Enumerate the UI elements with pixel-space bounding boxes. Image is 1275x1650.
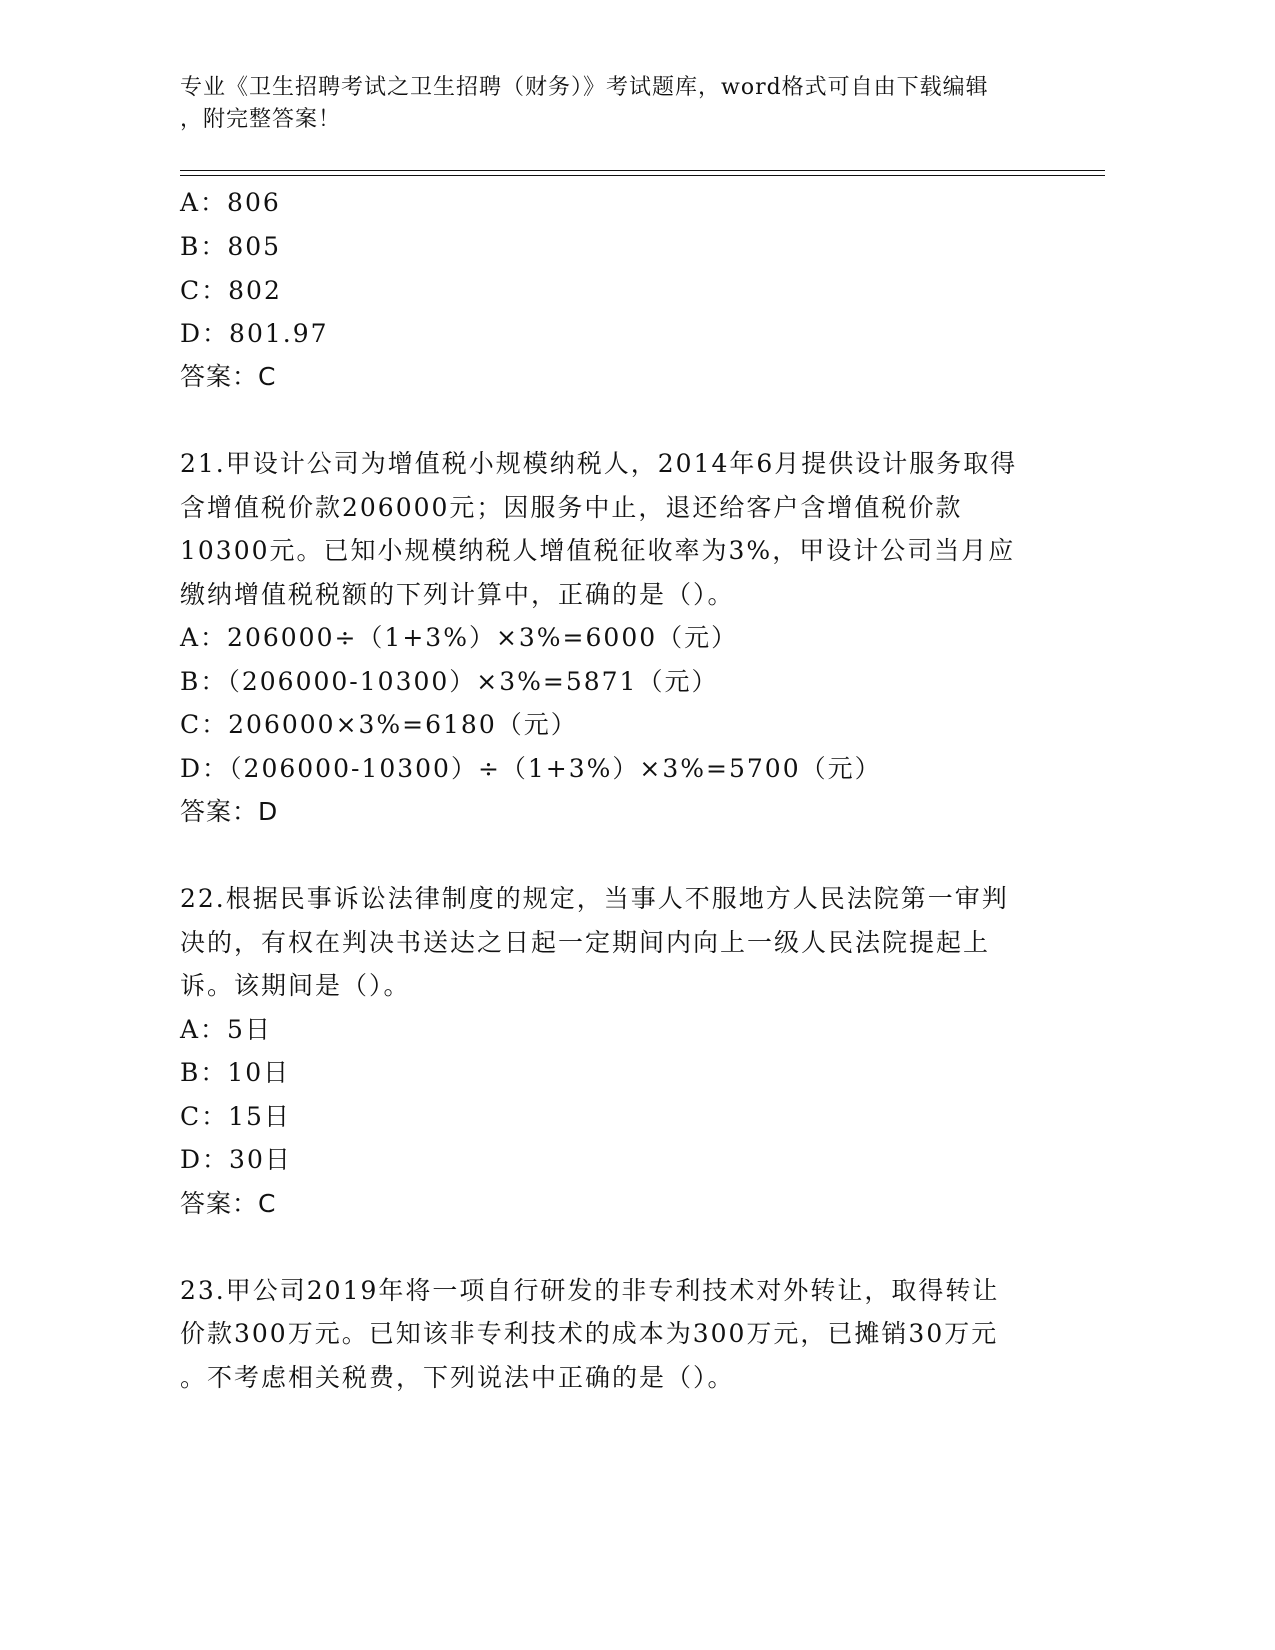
question-stem-line: 缴纳增值税税额的下列计算中，正确的是（）。 [180, 580, 735, 609]
question-stem-line: 10300元。已知小规模纳税人增值税征收率为3%，甲设计公司当月应 [180, 536, 1016, 565]
answer: 答案：C [180, 1189, 277, 1218]
question-stem-line: 。不考虑相关税费，下列说法中正确的是（）。 [180, 1363, 735, 1392]
question-stem-line: 含增值税价款206000元；因服务中止，退还给客户含增值税价款 [180, 493, 963, 522]
option-c: C：15日 [180, 1102, 291, 1131]
option-a: A：806 [180, 188, 281, 217]
question-stem-line: 价款300万元。已知该非专利技术的成本为300万元，已摊销30万元 [180, 1319, 999, 1348]
question-stem-line: 决的，有权在判决书送达之日起一定期间内向上一级人民法院提起上 [180, 928, 991, 957]
option-b: B：10日 [180, 1058, 291, 1087]
header-line-2: ，附完整答案！ [180, 107, 342, 132]
option-a: A：5日 [180, 1015, 272, 1044]
question-stem-line: 23.甲公司2019年将一项自行研发的非专利技术对外转让，取得转让 [180, 1276, 1000, 1305]
document-header [180, 72, 1060, 136]
option-b: B：805 [180, 232, 282, 261]
question-stem-line: 22.根据民事诉讼法律制度的规定，当事人不服地方人民法院第一审判 [180, 884, 1009, 913]
option-c: C：206000×3%=6180（元） [180, 710, 578, 739]
answer: 答案：C [180, 362, 277, 391]
header-rule-bottom [180, 175, 1105, 176]
option-b: B：（206000-10300）×3%=5871（元） [180, 667, 719, 696]
answer: 答案：D [180, 797, 279, 826]
header-line-1: 专业《卫生招聘考试之卫生招聘（财务）》考试题库，word格式可自由下载编辑 [180, 75, 989, 100]
option-c: C：802 [180, 276, 282, 305]
question-stem-line: 21.甲设计公司为增值税小规模纳税人，2014年6月提供设计服务取得 [180, 449, 1018, 478]
header-rule-top [180, 170, 1105, 171]
option-a: A：206000÷（1+3%）×3%=6000（元） [180, 623, 739, 652]
question-stem-line: 诉。该期间是（）。 [180, 971, 411, 1000]
option-d: D：（206000-10300）÷（1+3%）×3%=5700（元） [180, 754, 882, 783]
option-d: D：801.97 [180, 319, 329, 348]
option-d: D：30日 [180, 1145, 292, 1174]
